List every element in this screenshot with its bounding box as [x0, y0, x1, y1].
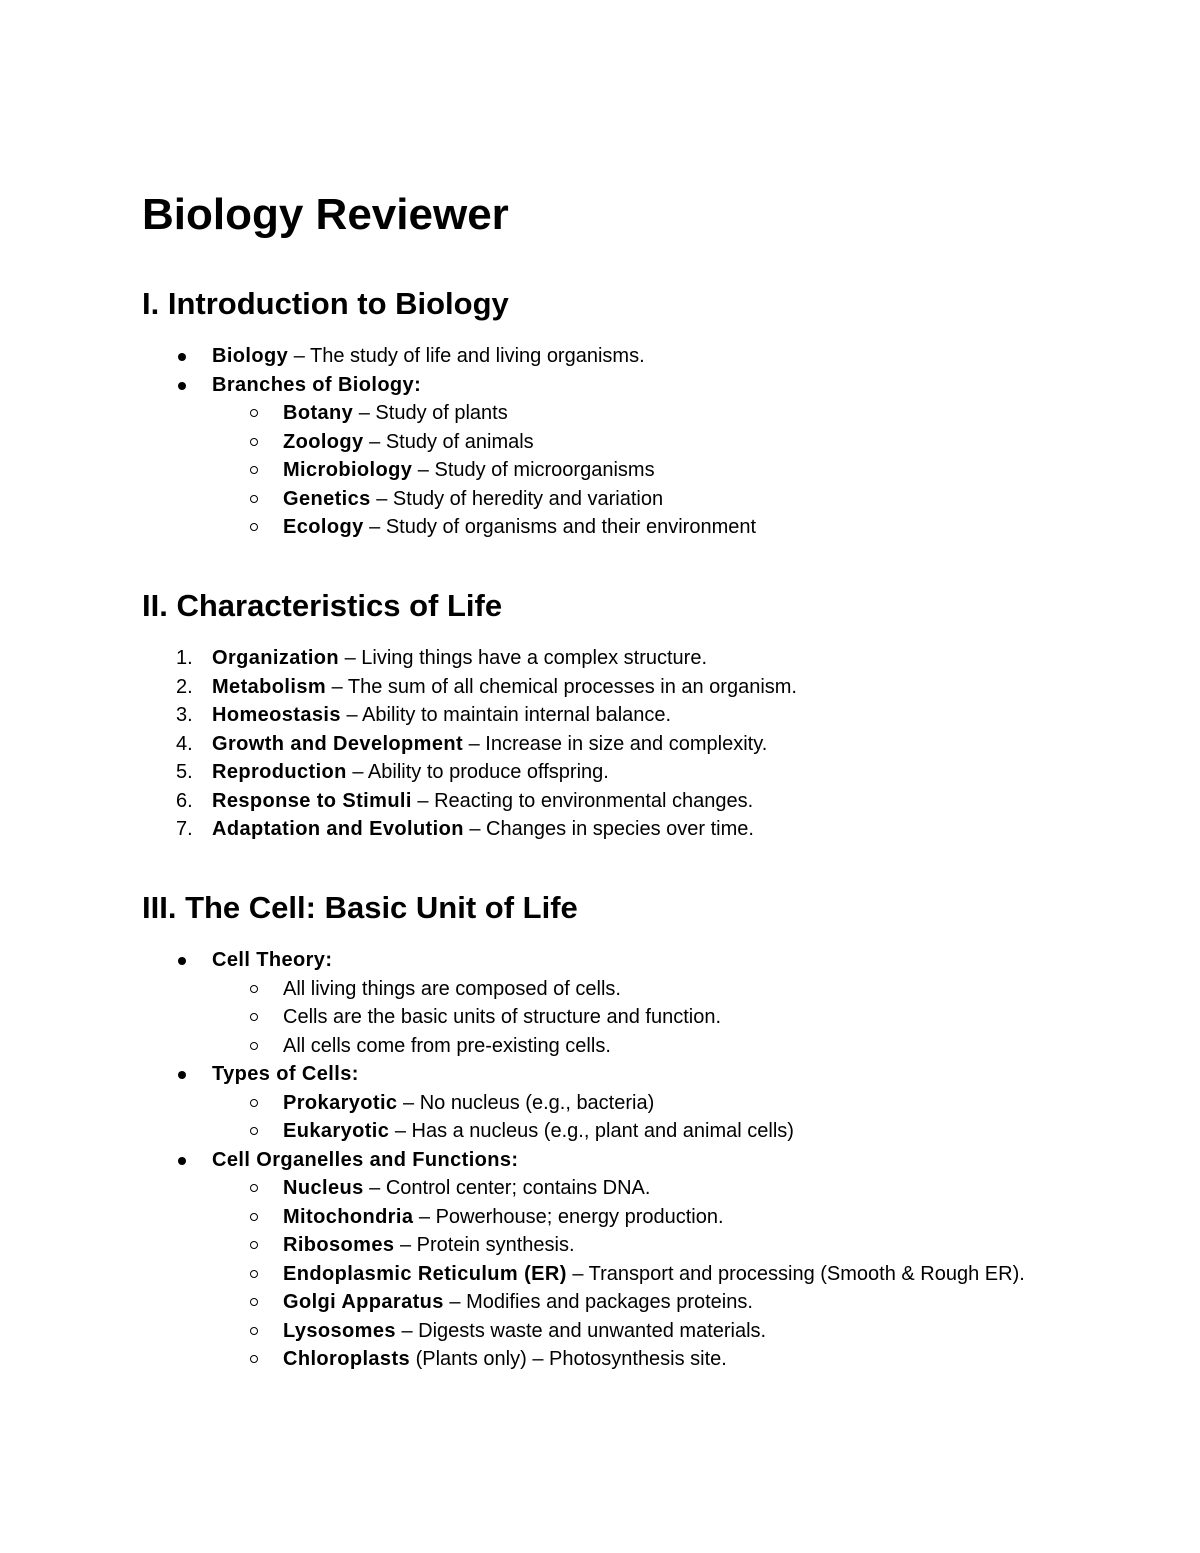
bullet-circle-icon	[250, 495, 258, 503]
list-item	[142, 730, 1082, 759]
item-term: Prokaryotic	[283, 1091, 398, 1114]
item-term: Microbiology	[283, 459, 413, 481]
bullet-circle-icon	[250, 1042, 258, 1050]
list-item	[142, 1003, 1082, 1032]
list-item	[142, 787, 1082, 816]
numbered-list	[142, 644, 1082, 844]
list-item	[142, 371, 1082, 400]
item-text: – Study of plants	[353, 402, 508, 424]
item-text: – Digests waste and unwanted materials.	[395, 1319, 767, 1342]
list-item	[142, 1060, 1082, 1089]
item-text: – Control center; contains DNA.	[363, 1177, 651, 1199]
item-text: – Has a nucleus (e.g., plant and animal cells)	[389, 1120, 794, 1142]
item-number: 3.	[176, 704, 193, 726]
item-number: 2.	[176, 675, 193, 698]
bullet-circle-icon	[250, 1127, 258, 1135]
section-heading: II. Characteristics of Life	[142, 588, 503, 623]
bullet-circle-icon	[250, 985, 258, 993]
item-term: Golgi Apparatus	[283, 1291, 444, 1313]
list-item	[142, 701, 1082, 730]
item-text: (Plants only) – Photosynthesis site.	[410, 1348, 727, 1370]
list-item	[142, 1089, 1082, 1118]
item-number: 7.	[176, 818, 193, 840]
item-text: – The sum of all chemical processes in an organism.	[326, 675, 797, 698]
bullet-circle-icon	[250, 1327, 258, 1335]
list-item	[142, 1174, 1082, 1203]
item-text: – Increase in size and complexity.	[463, 732, 768, 755]
item-text: – Living things have a complex structure.	[339, 647, 707, 669]
bullet-list	[142, 946, 1082, 1374]
bullet-circle-icon	[250, 1213, 258, 1221]
section-heading: III. The Cell: Basic Unit of Life	[142, 890, 578, 925]
item-term: Organization	[212, 647, 340, 669]
list-item	[142, 456, 1082, 485]
section-heading: I. Introduction to Biology	[142, 286, 509, 321]
item-text: – Modifies and packages proteins.	[443, 1291, 753, 1313]
list-item	[142, 644, 1082, 673]
item-term: Endoplasmic Reticulum (ER)	[283, 1262, 567, 1285]
bullet-circle-icon	[250, 1013, 258, 1021]
bullet-circle-icon	[250, 1355, 258, 1363]
list-item	[142, 1317, 1082, 1346]
list-item	[142, 1288, 1082, 1317]
item-term: Types of Cells:	[212, 1063, 359, 1085]
item-term: Reproduction	[212, 761, 347, 783]
section-introduction	[142, 284, 1082, 542]
list-item	[142, 1146, 1082, 1175]
document-title: Biology Reviewer	[142, 190, 509, 239]
item-term: Metabolism	[212, 675, 327, 698]
list-item	[142, 1231, 1082, 1260]
list-item	[142, 342, 1082, 371]
list-item	[142, 428, 1082, 457]
bullet-list	[142, 342, 1082, 542]
item-text: – Ability to produce offspring.	[346, 761, 609, 783]
item-term: Nucleus	[283, 1177, 364, 1199]
item-term: Eukaryotic	[283, 1120, 390, 1142]
item-text: – Changes in species over time.	[463, 818, 754, 840]
item-term: Ribosomes	[283, 1234, 395, 1256]
item-number: 5.	[176, 761, 193, 783]
section-the-cell	[142, 888, 1082, 1374]
item-text: – Protein synthesis.	[394, 1234, 575, 1256]
list-item	[142, 1117, 1082, 1146]
item-text: – Ability to maintain internal balance.	[340, 704, 672, 726]
item-term: Cell Theory:	[212, 949, 333, 971]
item-text: – The study of life and living organisms.	[288, 345, 645, 367]
list-item	[142, 975, 1082, 1004]
item-text: All cells come from pre-existing cells.	[283, 1034, 611, 1057]
item-term: Botany	[283, 402, 354, 424]
item-term: Chloroplasts	[283, 1348, 411, 1370]
item-term: Response to Stimuli	[212, 789, 412, 812]
list-item	[142, 815, 1082, 844]
item-term: Biology	[212, 345, 289, 367]
item-text: – Reacting to environmental changes.	[411, 789, 754, 812]
item-term: Branches of Biology:	[212, 373, 422, 396]
bullet-disc-icon	[178, 353, 186, 361]
bullet-circle-icon	[250, 438, 258, 446]
item-text: – Study of organisms and their environment	[363, 516, 757, 538]
item-text: – Study of heredity and variation	[370, 487, 664, 510]
bullet-disc-icon	[178, 957, 186, 965]
list-item	[142, 1032, 1082, 1061]
list-item	[142, 673, 1082, 702]
bullet-disc-icon	[178, 382, 186, 390]
item-text: – Study of microorganisms	[412, 459, 655, 481]
list-item	[142, 513, 1082, 542]
list-item	[142, 1203, 1082, 1232]
item-number: 4.	[176, 732, 193, 755]
item-text: – Study of animals	[363, 430, 534, 453]
item-term: Adaptation and Evolution	[212, 818, 464, 840]
bullet-circle-icon	[250, 1298, 258, 1306]
item-text: – Transport and processing (Smooth & Rough ER).	[566, 1262, 1025, 1285]
section-characteristics	[142, 586, 1082, 844]
bullet-circle-icon	[250, 1270, 258, 1278]
item-number: 1.	[176, 647, 193, 669]
bullet-circle-icon	[250, 409, 258, 417]
item-term: Growth and Development	[212, 732, 464, 755]
item-number: 6.	[176, 789, 193, 812]
bullet-circle-icon	[250, 1184, 258, 1192]
item-term: Homeostasis	[212, 704, 341, 726]
item-text: – No nucleus (e.g., bacteria)	[397, 1091, 655, 1114]
bullet-circle-icon	[250, 1099, 258, 1107]
item-term: Cell Organelles and Functions:	[212, 1148, 519, 1171]
bullet-disc-icon	[178, 1157, 186, 1165]
item-term: Genetics	[283, 487, 371, 510]
bullet-circle-icon	[250, 1241, 258, 1249]
item-text: – Powerhouse; energy production.	[413, 1205, 724, 1228]
list-item	[142, 485, 1082, 514]
item-term: Lysosomes	[283, 1319, 396, 1342]
bullet-circle-icon	[250, 466, 258, 474]
item-text: All living things are composed of cells.	[283, 977, 621, 1000]
list-item	[142, 1345, 1082, 1374]
list-item	[142, 946, 1082, 975]
item-term: Ecology	[283, 516, 364, 538]
list-item	[142, 758, 1082, 787]
item-term: Mitochondria	[283, 1205, 414, 1228]
item-text: Cells are the basic units of structure and function.	[283, 1006, 722, 1028]
item-term: Zoology	[283, 430, 364, 453]
bullet-circle-icon	[250, 523, 258, 531]
list-item	[142, 1260, 1082, 1289]
list-item	[142, 399, 1082, 428]
bullet-disc-icon	[178, 1071, 186, 1079]
